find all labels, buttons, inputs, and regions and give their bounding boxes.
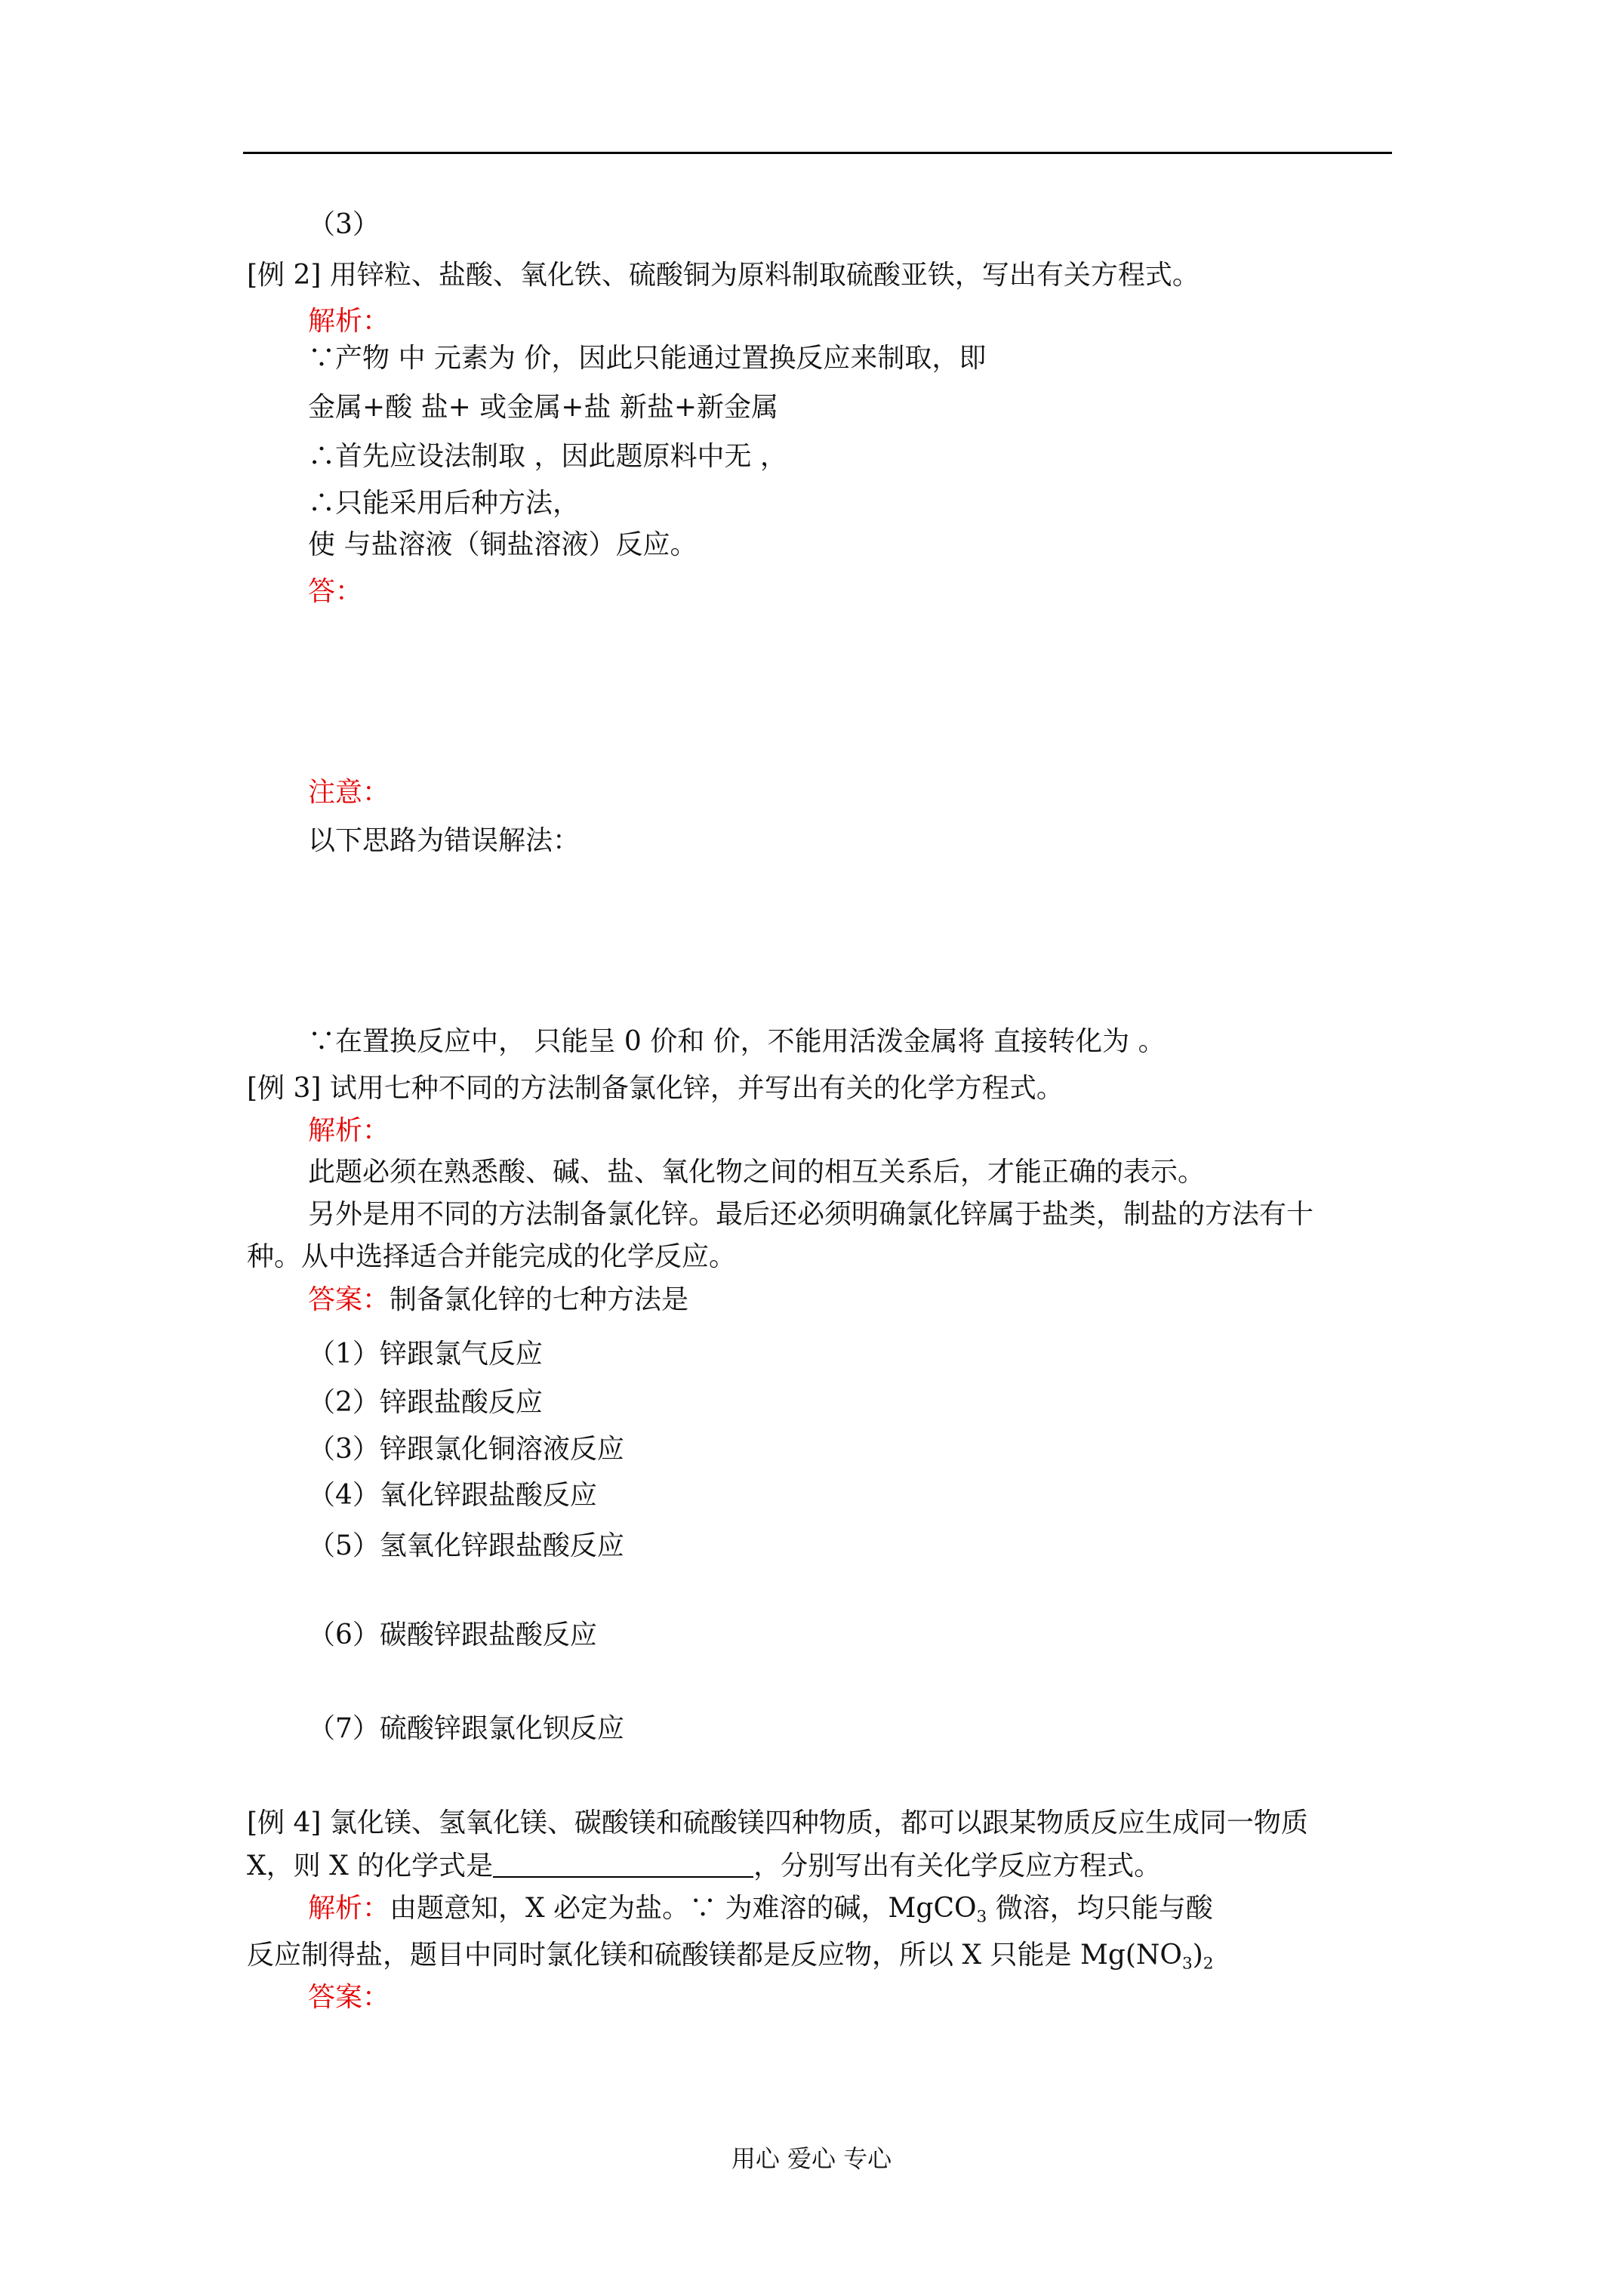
analysis-line: 此题必须在熟悉酸、碱、盐、氧化物之间的相互关系后，才能正确的表示。 <box>308 1157 1206 1188</box>
method-item: （1）锌跟氯气反应 <box>308 1339 543 1370</box>
example-3-question: [例 3] 试用七种不同的方法制备氯化锌，并写出有关的化学方程式。 <box>247 1073 1064 1104</box>
header-rule <box>243 152 1392 154</box>
note-reason: ∵在置换反应中， 只能呈 0 价和 价，不能用活泼金属将 直接转化为 。 <box>308 1026 1166 1057</box>
analysis-line: 使 与盐溶液（铜盐溶液）反应。 <box>308 529 698 560</box>
answer-label: 答： <box>308 576 363 607</box>
analysis-line: 反应制得盐，题目中同时氯化镁和硫酸镁都是反应物，所以 X 只能是 $Mg(NO_3)_2$ <box>247 1940 1214 1974</box>
note-text: 以下思路为错误解法： <box>308 825 581 856</box>
method-item: （5）氢氧化锌跟盐酸反应 <box>308 1530 624 1561</box>
analysis-line: 另外是用不同的方法制备氯化锌。最后还必须明确氯化锌属于盐类，制盐的方法有十 <box>308 1199 1314 1230</box>
example-4-question-cont: X，则 X 的化学式是 ，分别写出有关化学反应方程式。 <box>247 1851 1162 1881</box>
analysis-label: 解析： <box>308 306 390 337</box>
analysis-line: ∵产物 中 元素为 价，因此只能通过置换反应来制取，即 <box>308 343 987 374</box>
method-item: （4）氧化锌跟盐酸反应 <box>308 1480 597 1511</box>
method-item: （3）锌跟氯化铜溶液反应 <box>308 1434 624 1465</box>
analysis-line: 解析：由题意知，X 必定为盐。∵ 为难溶的碱，MgCO$_3$ 微溶，均只能与酸 <box>308 1893 1213 1927</box>
analysis-label: 解析： <box>308 1115 390 1146</box>
answer-label: 答案： <box>308 1284 390 1315</box>
example-2-question: [例 2] 用锌粒、盐酸、氧化铁、硫酸铜为原料制取硫酸亚铁，写出有关方程式。 <box>247 260 1200 291</box>
analysis-label: 解析： <box>308 1893 390 1924</box>
example-4-question: [例 4] 氯化镁、氢氧化镁、碳酸镁和硫酸镁四种物质，都可以跟某物质反应生成同一物质 <box>247 1808 1308 1838</box>
page-footer: 用心 爱心 专心 <box>731 2144 892 2173</box>
item-label-3: （3） <box>308 209 380 240</box>
method-item: （6）碳酸锌跟盐酸反应 <box>308 1620 597 1650</box>
note-label: 注意： <box>308 777 390 808</box>
method-item: （2）锌跟盐酸反应 <box>308 1387 543 1418</box>
answer-line <box>308 1284 688 1316</box>
answer-blank <box>493 1854 753 1878</box>
answer-label: 答案： <box>308 1982 390 2013</box>
analysis-line: 金属+酸 盐+ 或金属+盐 新盐+新金属 <box>308 392 778 423</box>
method-item: （7）硫酸锌跟氯化钡反应 <box>308 1713 624 1744</box>
analysis-line: ∴首先应设法制取 ，因此题原料中无 ， <box>308 441 787 472</box>
analysis-line: 种。从中选择适合并能完成的化学反应。 <box>247 1241 737 1272</box>
answer-text: 制备氯化锌的七种方法是 <box>390 1284 689 1315</box>
analysis-line: ∴只能采用后种方法， <box>308 488 581 519</box>
